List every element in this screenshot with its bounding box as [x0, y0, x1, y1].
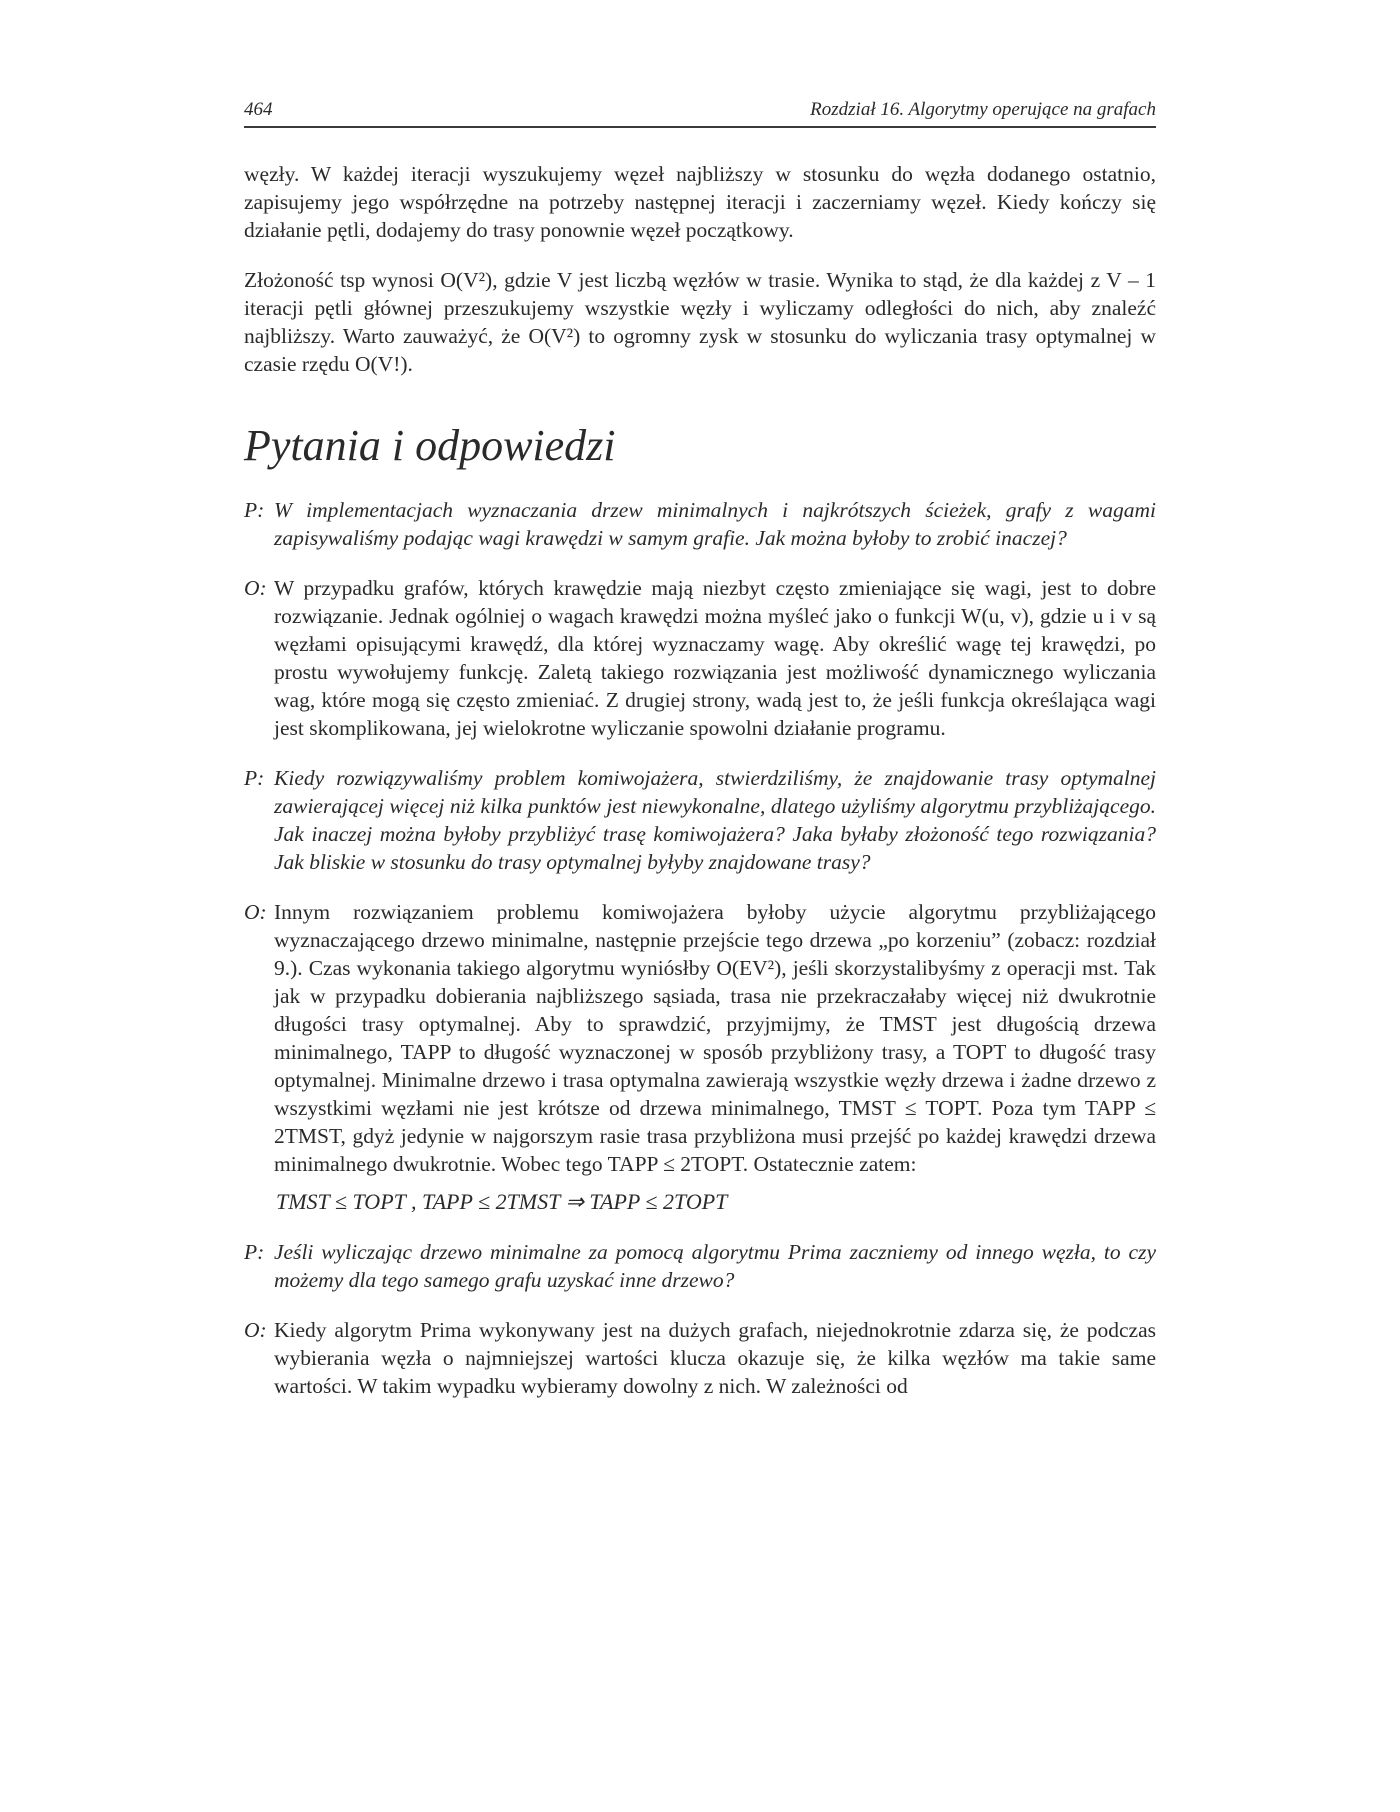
answer: [244, 574, 1156, 742]
question-text: Kiedy rozwiązywaliśmy problem komiwojażera, stwierdziliśmy, że znajdowanie trasy optymalnej zawierającej więcej niż kilka punktów jest niewykonalne, dlatego użyliśmy algorytmu przybliżającego. Jak inaczej można byłoby przybliżyć trasę komiwojażera? Jaka byłaby złożoność tego rozwiązania? Jak bliskie w stosunku do trasy optymalnej byłyby znajdowane trasy?: [274, 766, 1156, 874]
answer-label: O:: [244, 1318, 267, 1342]
question: [244, 496, 1156, 552]
formula: TMST ≤ TOPT , TAPP ≤ 2TMST ⇒ TAPP ≤ 2TOPT: [276, 1189, 728, 1214]
running-header: [244, 96, 1156, 128]
paragraph: węzły. W każdej iteracji wyszukujemy węzeł najbliższy w stosunku do węzła dodanego ostatnio, zapisujemy jego współrzędne na potrzeby następnej iteracji i zaczerniamy węzeł. Kiedy kończy się działanie pętli, dodajemy do trasy ponownie węzeł początkowy.: [244, 162, 1156, 242]
answer-text: Innym rozwiązaniem problemu komiwojażera byłoby użycie algorytmu przybliżającego wyznaczającego drzewo minimalne, następnie przejście tego drzewa „po korzeniu” (zobacz: rozdział 9.). Czas wykonania takiego algorytmu wyniósłby O(EV²), jeśli skorzystalibyśmy z operacji mst. Tak jak w przypadku dobierania najbliższego sąsiada, trasa nie przekraczałaby więcej niż dwukrotnie długości trasy optymalnej. Aby to sprawdzić, przyjmijmy, że TMST jest długością drzewa minimalnego, TAPP to długość wyznaczonej w sposób przybliżony trasy, a TOPT to długość trasy optymalnej. Minimalne drzewo i trasa optymalna zawierają wszystkie węzły drzewa i żadne drzewo z wszystkimi węzłami nie jest krótsze od drzewa minimalnego, TMST ≤ TOPT. Poza tym TAPP ≤ 2TMST, gdyż jedynie w najgorszym rasie trasa przybliżona musi przejść po każdej krawędzi drzewa minimalnego dwukrotnie. Wobec tego TAPP ≤ 2TOPT. Ostatecznie zatem:: [274, 900, 1156, 1176]
answer-text: W przypadku grafów, których krawędzie mają niezbyt często zmieniające się wagi, jest to dobre rozwiązanie. Jednak ogólniej o wagach krawędzi można myśleć jako o funkcji W(u, v), gdzie u i v są węzłami opisującymi krawędź, dla której wyznaczamy wagę. Aby określić wagę tej krawędzi, po prostu wywołujemy funkcję. Zaletą takiego rozwiązania jest możliwość dynamicznego wyliczania wag, które mogą się często zmieniać. Z drugiej strony, wadą jest to, że jeśli funkcja określająca wagi jest skomplikowana, jej wielokrotne wyliczanie spowolni działanie programu.: [274, 576, 1156, 740]
question-text: Jeśli wyliczając drzewo minimalne za pomocą algorytmu Prima zaczniemy od innego węzła, to czy możemy dla tego samego grafu uzyskać inne drzewo?: [274, 1240, 1156, 1292]
answer-label: O:: [244, 900, 267, 924]
question-text: W implementacjach wyznaczania drzew minimalnych i najkrótszych ścieżek, grafy z wagami zapisywaliśmy podając wagi krawędzi w samym grafie. Jak można byłoby to zrobić inaczej?: [274, 498, 1156, 550]
question-label: P:: [244, 766, 265, 790]
page-number: 464: [244, 99, 273, 120]
question-label: P:: [244, 1240, 265, 1264]
page-body: [244, 160, 1156, 1422]
question: [244, 764, 1156, 876]
answer: [244, 1316, 1156, 1400]
question-label: P:: [244, 498, 265, 522]
answer: [244, 898, 1156, 1178]
chapter-title: Rozdział 16. Algorytmy operujące na grafach: [810, 99, 1156, 120]
question: [244, 1238, 1156, 1294]
answer-label: O:: [244, 576, 267, 600]
section-title: Pytania i odpowiedzi: [244, 421, 616, 470]
answer-text: Kiedy algorytm Prima wykonywany jest na dużych grafach, niejednokrotnie zdarza się, że podczas wybierania węzła o najmniejszej wartości klucza okazuje się, że kilka węzłów ma takie same wartości. W takim wypadku wybieramy dowolny z nich. W zależności od: [274, 1318, 1156, 1398]
paragraph: Złożoność tsp wynosi O(V²), gdzie V jest liczbą węzłów w trasie. Wynika to stąd, że dla każdej z V – 1 iteracji pętli głównej przeszukujemy wszystkie węzły i wyliczamy odległości do nich, aby znaleźć najbliższy. Warto zauważyć, że O(V²) to ogromny zysk w stosunku do wyliczania trasy optymalnej w czasie rzędu O(V!).: [244, 268, 1156, 376]
